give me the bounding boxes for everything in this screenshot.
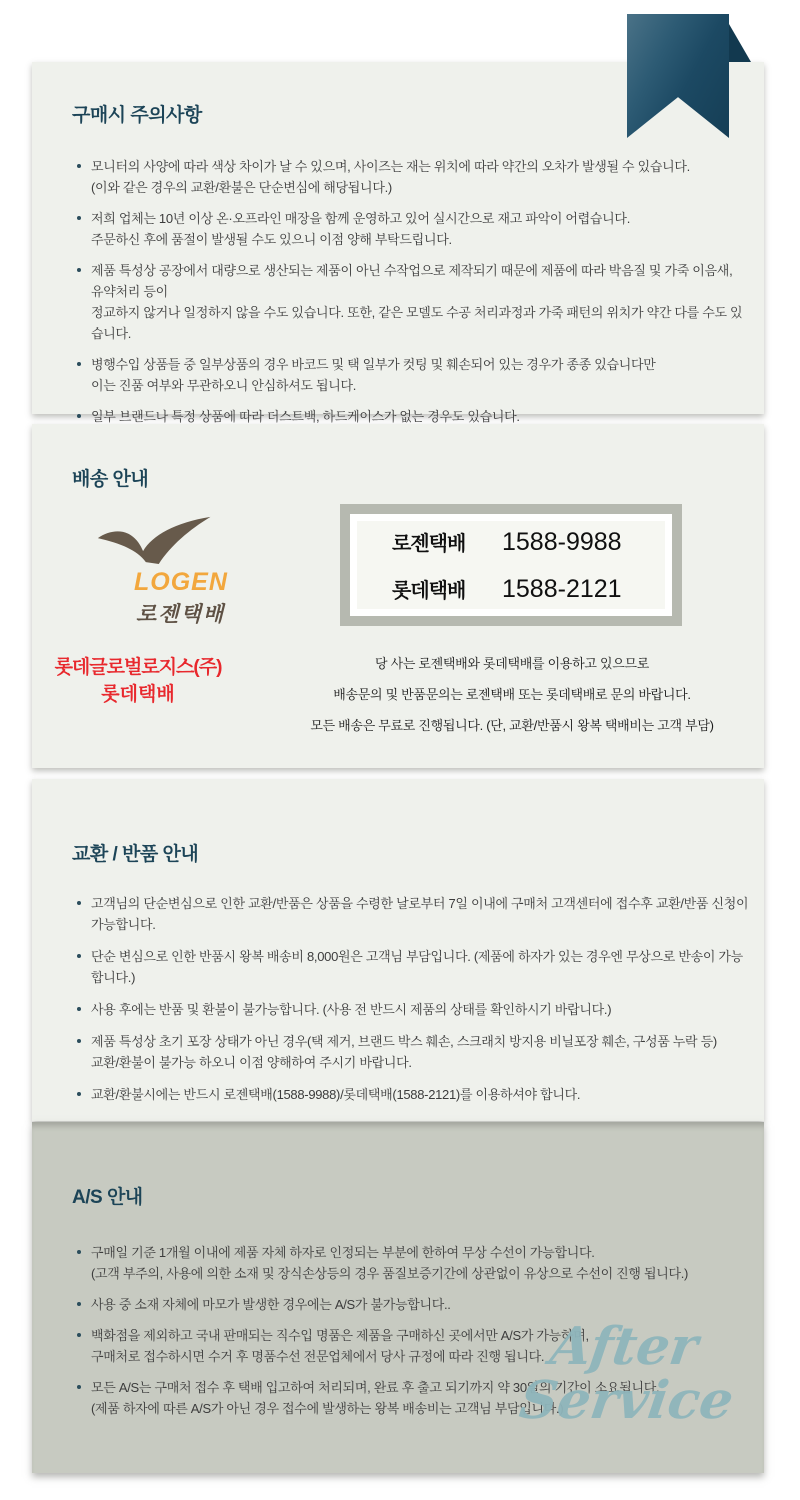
bullet-icon [77,901,81,905]
bullet-icon [77,1092,81,1096]
bullet-icon [77,1007,81,1011]
shipping-note-line: 당 사는 로젠택배와 롯데택배를 이용하고 있으므로 [375,656,649,671]
bullet-icon [77,1250,81,1254]
bookmark-ribbon-fold-icon [729,24,751,62]
bullet-icon [77,1333,81,1337]
courier-name: 롯데택배 [392,579,466,602]
lotte-logo [38,654,238,708]
watermark-service-text: Service [515,1370,738,1431]
watermark-after-text: After [546,1316,702,1377]
list-item [75,1031,753,1073]
list-item-line: 고객님의 단순변심으로 인한 교환/반품은 상품을 수령한 날로부터 7일 이내에 구매처 고객센터에 접수후 교환/반품 신청이 가능합니다. [75,893,753,935]
after-service-title: A/S 안내 [72,1187,143,1208]
logen-brand-text: LOGEN [134,568,228,596]
courier-name: 로젠택배 [392,532,466,555]
list-item-line: 제품 특성상 공장에서 대량으로 생산되는 제품이 아닌 수작업으로 제작되기 때문에 제품에 따라 박음질 및 가죽 이음새, 유약처리 등이 [75,260,747,302]
logen-logo [90,516,270,628]
purchase-notice-title: 구매시 주의사항 [72,105,202,126]
bullet-icon [77,268,81,272]
list-item [75,1377,735,1419]
list-item-line: 구매일 기준 1개월 이내에 제품 자체 하자로 인정되는 부분에 한하여 무상 수선이 가능합니다. [75,1242,735,1263]
bullet-icon [77,216,81,220]
phone-row-logen [392,527,630,557]
after-service-list [75,1242,735,1429]
list-item [75,1242,735,1284]
shipping-section [32,424,764,768]
list-item [75,893,753,935]
list-item [75,208,747,250]
list-item [75,1084,753,1105]
bullet-icon [77,1039,81,1043]
exchange-return-section [32,779,764,1121]
bullet-icon [77,1302,81,1306]
bullet-icon [77,1385,81,1389]
list-item-line: 백화점을 제외하고 국내 판매되는 직수입 명품은 제품을 구매하신 곳에서만 A/S가 가능하며, [75,1325,735,1346]
list-item-line: 구매처로 접수하시면 수거 후 명품수선 전문업체에서 당사 규정에 따라 진행 됩니다. [91,1349,545,1364]
after-service-section [32,1122,764,1473]
bullet-icon [77,414,81,418]
exchange-return-list [75,893,753,1116]
list-item-line: 교환/환불이 불가능 하오니 이점 양해하여 주시기 바랍니다. [91,1055,412,1070]
list-item-line: 주문하신 후에 품절이 발생될 수도 있으니 이점 양해 부탁드립니다. [91,232,452,247]
list-item-line: (고객 부주의, 사용에 의한 소재 및 장식손상등의 경우 품질보증기간에 상관없이 유상으로 수선이 진행 됩니다.) [91,1266,689,1281]
bullet-icon [77,164,81,168]
courier-phone-number: 1588-9988 [502,527,622,556]
list-item-line: 이는 진품 여부와 무관하오니 안심하셔도 됩니다. [91,378,357,393]
list-item-line: 교환/환불시에는 반드시 로젠택배(1588-9988)/롯데택배(1588-2121)를 이용하셔야 합니다. [75,1084,753,1105]
list-item [75,260,747,344]
bullet-icon [77,362,81,366]
lotte-company-text: 롯데글로벌로지스(주) [54,657,222,678]
list-item-line: 사용 중 소재 자체에 마모가 발생한 경우에는 A/S가 불가능합니다.. [75,1294,735,1315]
list-item-line: 단순 변심으로 인한 반품시 왕복 배송비 8,000원은 고객님 부담입니다. (제품에 하자가 있는 경우엔 무상으로 반송이 가능합니다.) [75,946,753,988]
list-item-line: 제품 특성상 초기 포장 상태가 아닌 경우(택 제거, 브랜드 박스 훼손, 스크래치 방지용 비닐포장 훼손, 구성품 누락 등) [75,1031,753,1052]
list-item [75,156,747,198]
courier-phone-box [340,504,682,626]
shipping-title: 배송 안내 [72,469,149,490]
exchange-return-title: 교환 / 반품 안내 [72,844,199,865]
phone-row-lotte [392,574,630,604]
purchase-notice-list [75,156,747,437]
list-item-line: 모니터의 사양에 따라 색상 차이가 날 수 있으며, 사이즈는 재는 위치에 따라 약간의 오차가 발생될 수 있습니다. [75,156,747,177]
lotte-courier-text: 롯데택배 [101,684,175,705]
list-item-line: 일부 브랜드나 특정 상품에 따라 더스트백, 하드케이스가 없는 경우도 있습니다. [75,406,747,427]
list-item-line: 병행수입 상품들 중 일부상품의 경우 바코드 및 택 일부가 컷팅 및 훼손되어 있는 경우가 종종 있습니다만 [75,354,747,375]
shipping-notes [262,648,762,741]
bullet-icon [77,954,81,958]
list-item [75,1325,735,1367]
list-item [75,999,753,1020]
courier-phone-number: 1588-2121 [502,574,622,603]
list-item [75,946,753,988]
list-item-line: 저희 업체는 10년 이상 온·오프라인 매장을 함께 운영하고 있어 실시간으로 재고 파악이 어렵습니다. [75,208,747,229]
list-item-line: (제품 하자에 따른 A/S가 아닌 경우 접수에 발생하는 왕복 배송비는 고객님 부담입니다.) [91,1401,564,1416]
list-item [75,1294,735,1315]
logen-bird-icon [92,516,220,564]
list-item [75,354,747,396]
shipping-note-line: 모든 배송은 무료로 진행됩니다. (단, 교환/반품시 왕복 택배비는 고객 부담) [310,718,714,733]
shipping-note-line: 배송문의 및 반품문의는 로젠택배 또는 롯데택배로 문의 바랍니다. [333,687,691,702]
list-item-line: 정교하지 않거나 일정하지 않을 수도 있습니다. 또한, 같은 모델도 수공 처리과정과 가죽 패턴의 위치가 약간 다를 수도 있습니다. [91,305,743,341]
list-item-line: 사용 후에는 반품 및 환불이 불가능합니다. (사용 전 반드시 제품의 상태를 확인하시기 바랍니다.) [75,999,753,1020]
list-item-line: 모든 A/S는 구매처 접수 후 택배 입고하여 처리되며, 완료 후 출고 되기까지 약 30일의 기간이 소요됩니다. [75,1377,735,1398]
list-item-line: (이와 같은 경우의 교환/환불은 단순변심에 해당됩니다.) [91,180,392,195]
logen-korean-text: 로젠택배 [136,603,226,626]
